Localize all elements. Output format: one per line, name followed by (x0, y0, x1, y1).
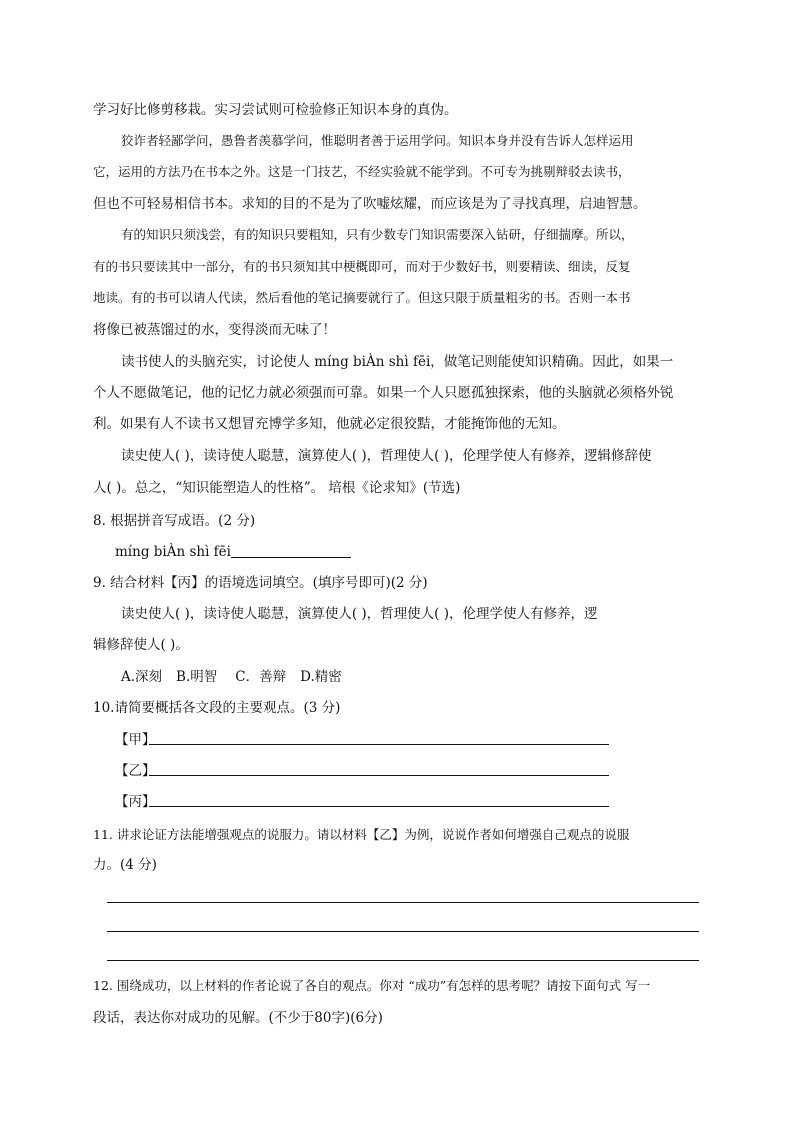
label-bing: 【丙】 (115, 794, 156, 810)
question-10-title: 10.请简要概括各文段的主要观点。(3 分) (93, 700, 341, 716)
option-a: A.深刻 (121, 669, 163, 685)
passage-line: 有的知识只须浅尝，有的知识只要粗知，只有少数专门知识需要深入钻研，仔细揣摩。所以， (121, 227, 634, 242)
question-11-line-2: 力。(4 分) (93, 857, 157, 873)
label-jia: 【甲】 (115, 732, 156, 748)
passage-line: 狡诈者轻鄙学问，愚鲁者羡慕学问，惟聪明者善于运用学问。知识本身并没有告诉人怎样运用 (121, 133, 634, 148)
question-9-title: 9. 结合材料【丙】的语境选词填空。(填序号即可)(2 分) (93, 575, 428, 591)
answer-rule[interactable] (107, 902, 699, 903)
answer-line-bing[interactable] (115, 792, 156, 812)
passage-line: 读史使人( )，读诗使人聪慧，演算使人( )，哲理使人( )，伦理学使人有修养，逻辑修辞使 (121, 448, 652, 464)
passage-line: 但也不可轻易相信书本。求知的目的不是为了吹嘘炫耀，而应该是为了寻找真理，启迪智慧。 (93, 196, 647, 212)
answer-rule[interactable] (107, 960, 699, 961)
passage-line: 个人不愿做笔记，他的记忆力就必须强而可靠。如果一个人只愿孤独探索，他的头脑就必须格外锐 (93, 385, 674, 401)
option-c: C．善辩 (235, 669, 287, 685)
label-yi: 【乙】 (115, 763, 156, 779)
question-9-line-2: 辑修辞使人( )。 (93, 637, 189, 653)
option-b: B.明智 (176, 669, 218, 685)
question-11-line-1: 11. 讲求论证方法能增强观点的说服力。请以材料【乙】为例，说说作者如何增强自己观点的说服 (93, 827, 630, 842)
option-d: D.精密 (300, 669, 342, 685)
answer-line-yi[interactable] (115, 761, 156, 781)
pinyin-text: míng biÀn shì fēi (115, 544, 231, 560)
passage-line: 将像已被蒸馏过的水，变得淡而无味了！ (93, 322, 336, 338)
question-8-title: 8. 根据拼音写成语。(2 分) (93, 513, 256, 529)
answer-line-jia[interactable] (115, 730, 156, 750)
passage-line: 人( )。总之，“知识能塑造人的性格”。 培根《论求知》(节选) (93, 480, 461, 496)
passage-line: 地读。有的书可以请人代读，然后看他的笔记摘要就行了。但这只限于质量粗劣的书。否则一本书 (93, 290, 631, 305)
answer-blank[interactable] (231, 543, 351, 558)
passage-line: 读书使人的头脑充实，讨论使人 míng biÀn shì fēi，做笔记则能使知识精确。因此，如果一 (121, 354, 674, 370)
question-9-line-1: 读史使人( )，读诗使人聪慧，演算使人( )，哲理使人( )，伦理学使人有修养，逻 (121, 606, 598, 622)
question-12-line-1: 12. 围绕成功，以上材料的作者论说了各自的观点。你对 “成功”有怎样的思考呢？请按下面句式 写一 (93, 978, 651, 993)
question-8-answer (115, 542, 351, 562)
passage-line: 利。如果有人不读书又想冒充博学多知，他就必定很狡黠，才能掩饰他的无知。 (93, 416, 566, 432)
answer-rule[interactable] (107, 931, 699, 932)
question-12-line-2: 段话，表达你对成功的见解。(不少于80字)(6分) (93, 1010, 383, 1026)
passage-paragraph-1-tail: 学习好比修剪移栽。实习尝试则可检验修正知识本身的真伪。 (93, 102, 458, 118)
passage-line: 有的书只要读其中一部分，有的书只须知其中梗概即可，而对于少数好书，则要精读、细读，反复 (93, 259, 631, 274)
passage-line: 它，运用的方法乃在书本之外。这是一门技艺，不经实验就不能学到。不可专为挑剔辩驳去读书， (93, 164, 631, 179)
question-9-options (121, 667, 342, 687)
